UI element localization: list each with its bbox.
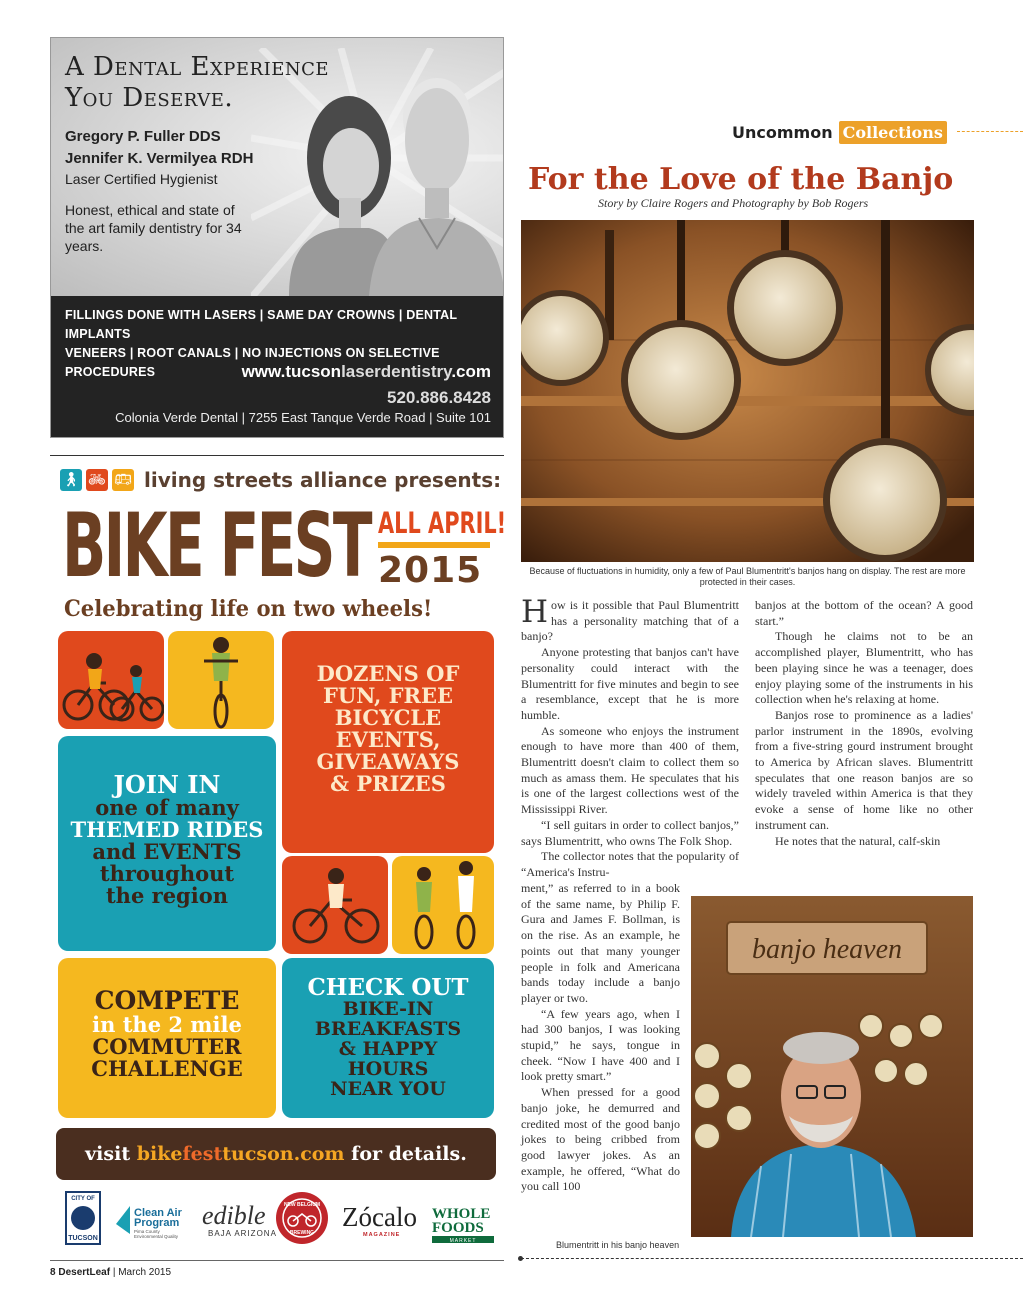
edible-baja-arizona-logo bbox=[202, 1201, 277, 1238]
dozens-line-6: & PRIZES bbox=[330, 771, 446, 797]
visit-pre-text: visit bbox=[85, 1143, 137, 1165]
new-belgium-line1: NEW BELGIUM bbox=[283, 1202, 321, 1208]
section-dashed-rule bbox=[957, 131, 1023, 132]
url-part3: dentistry bbox=[380, 362, 452, 381]
dental-headline-line2: You Deserve. bbox=[65, 83, 234, 113]
edible-subtitle: BAJA ARIZONA bbox=[208, 1229, 277, 1238]
checkout-line-6: NEAR YOU bbox=[330, 1077, 446, 1100]
bike-fest-tagline: Celebrating life on two wheels! bbox=[64, 596, 433, 622]
dental-ad bbox=[50, 37, 504, 438]
page-number: 8 bbox=[50, 1267, 56, 1278]
dozens-line-5: GIVEAWAYS bbox=[316, 749, 460, 775]
family-riders-tile bbox=[58, 631, 164, 729]
bike-in-breakfasts-text bbox=[282, 976, 494, 1100]
city-logo-bottom: TUCSON bbox=[68, 1235, 98, 1242]
group-riders-illustration bbox=[392, 856, 494, 954]
woman-cyclist-tile bbox=[282, 856, 388, 954]
all-april-label: ALL APRIL! bbox=[378, 506, 507, 540]
dental-website-link[interactable] bbox=[242, 362, 491, 382]
dental-address: Colonia Verde Dental | 7255 East Tanque Verde Road | Suite 101 bbox=[115, 410, 491, 425]
zocalo-subtitle: MAGAZINE bbox=[363, 1232, 401, 1238]
article-paragraph-9: Banjos rose to prominence as a ladies' parlor instrument in the 1890s, evolving from a five-string gourd instrument brought to America by African slaves. Blumentritt speculates that one reason banjos are so widely traveled within America is that they evoke a sense of home like no other instrument can. bbox=[755, 707, 973, 832]
edible-wordmark: edible bbox=[202, 1201, 266, 1230]
whole-foods-line3: MARKET bbox=[449, 1238, 477, 1244]
article-paragraph-7: When pressed for a good banjo joke, he demurred and credited most of the good banjo jokes to being cribbed from good lawyer jokes. As an example, he offered, “What do you call 100 bbox=[521, 1085, 680, 1194]
zocalo-magazine-logo bbox=[342, 1202, 417, 1238]
drop-cap: H bbox=[521, 594, 549, 630]
commuter-challenge-tile bbox=[58, 958, 276, 1118]
dozens-of-events-text bbox=[282, 663, 494, 795]
checkout-line-1: CHECK OUT bbox=[307, 974, 469, 1001]
footer-rule bbox=[50, 1260, 504, 1261]
all-april-underline bbox=[378, 542, 490, 548]
new-belgium-line2: BREWING bbox=[289, 1230, 315, 1236]
article-paragraph-6: “A few years ago, when I had 300 banjos, I was looking stupid,” he says, tongue in cheek. “Now I have 400 and I look pretty smart.” bbox=[521, 1006, 680, 1084]
checkout-line-5: HOURS bbox=[347, 1057, 429, 1080]
family-cyclists-illustration bbox=[58, 631, 164, 729]
clean-air-line3: Pima County bbox=[134, 1229, 160, 1234]
heaven-photo-caption: Blumentritt in his banjo heaven bbox=[556, 1240, 680, 1250]
publication-name: DesertLeaf bbox=[58, 1267, 111, 1278]
visit-url-part3: tucson.com bbox=[222, 1143, 345, 1165]
article-column-1-top bbox=[521, 594, 739, 881]
compete-line-3: COMMUTER bbox=[92, 1034, 242, 1060]
checkout-line-4: & HAPPY bbox=[338, 1038, 438, 1061]
dental-headline-line1: A Dental Experience bbox=[65, 52, 330, 82]
bicycle-icon: 🚲︎ bbox=[86, 469, 108, 491]
city-logo-top: CITY OF bbox=[71, 1196, 95, 1202]
article-byline: Story by Claire Rogers and Photography by Bob Rogers bbox=[598, 196, 869, 210]
woman-cyclist-illustration bbox=[282, 856, 388, 954]
dozens-line-2: FUN, FREE bbox=[322, 683, 454, 709]
city-of-tucson-logo bbox=[66, 1192, 100, 1244]
dentist-name: Gregory P. Fuller DDS bbox=[65, 128, 221, 145]
paragraph-1-text: ow is it possible that Paul Blumentritt has a personality matching that of a banjo? bbox=[521, 598, 739, 644]
article-paragraph-5-start: The collector notes that the popularity of “America's Instru- bbox=[521, 849, 739, 879]
url-part4: .com bbox=[451, 362, 491, 381]
dentists-photo bbox=[259, 48, 504, 296]
section-label bbox=[732, 118, 947, 146]
url-part2: laser bbox=[341, 362, 381, 381]
visit-bikefest-link[interactable] bbox=[56, 1128, 496, 1180]
article-paragraph-1 bbox=[521, 594, 739, 645]
join-line-6: the region bbox=[105, 883, 228, 909]
checkout-line-2: BIKE-IN bbox=[342, 998, 434, 1021]
article-paragraph-8: Though he claims not to be an accomplished player, Blumentritt, who has been playing since he was a teenager, does enjoy playing some of the instruments in his collection when he's relaxing at home. bbox=[755, 629, 973, 707]
join-line-1: JOIN IN bbox=[113, 770, 221, 799]
bike-fest-ad bbox=[50, 455, 507, 1255]
dental-ad-footer bbox=[51, 296, 504, 438]
page-footer bbox=[50, 1267, 171, 1278]
dozens-line-4: EVENTS, bbox=[335, 727, 441, 753]
zocalo-wordmark: Zócalo bbox=[342, 1202, 417, 1232]
bus-icon: 🚌︎ bbox=[112, 469, 134, 491]
banjo-heaven-sign-text: banjo heaven bbox=[751, 934, 903, 965]
dozens-line-1: DOZENS OF bbox=[316, 661, 460, 686]
visit-url-part1: bike bbox=[136, 1143, 183, 1165]
article-paragraph-10: He notes that the natural, calf-skin bbox=[775, 833, 941, 848]
article-paragraph-3: As someone who enjoys the instrument enough to have more than 400 of them, Blumentritt doesn't claim to collect them so much as amass them. He speculates that his is one of the largest collections west of the Mississippi River. bbox=[521, 723, 739, 817]
join-line-4: and EVENTS bbox=[92, 839, 242, 865]
hygienist-title: Laser Certified Hygienist bbox=[65, 171, 218, 187]
article-paragraph-4: “I sell guitars in order to collect banjos,” says Blumentritt, who owns The Folk Shop. bbox=[521, 817, 739, 848]
pedestrian-icon: 🚶︎ bbox=[60, 469, 82, 491]
services-line2: VENEERS | ROOT CANALS | NO INJECTIONS ON SELECTIVE PROCEDURES bbox=[65, 346, 440, 379]
banjo-photo-caption: Because of fluctuations in humidity, only a few of Paul Blumentritt's banjos hang on display. The rest are more protected in their cases. bbox=[529, 566, 966, 587]
join-line-5: throughout bbox=[99, 861, 235, 887]
sponsor-logos bbox=[60, 1188, 500, 1248]
themed-rides-tile bbox=[58, 736, 276, 951]
clean-air-line2: Program bbox=[134, 1217, 180, 1229]
join-line-2: one of many bbox=[95, 795, 239, 821]
checkout-line-3: BREAKFASTS bbox=[314, 1018, 462, 1041]
join-line-3: THEMED RIDES bbox=[70, 817, 264, 843]
whole-foods-line2: FOODS bbox=[432, 1220, 484, 1236]
article-paragraph-2: Anyone protesting that banjos can't have personality could interact with the Blumentritt for five minutes and begin to see a resemblance, except that he is more humble. bbox=[521, 645, 739, 722]
presenter-text: living streets alliance presents: bbox=[144, 468, 502, 492]
footer-separator: | bbox=[112, 1267, 116, 1278]
compete-line-1: COMPETE bbox=[94, 986, 240, 1015]
article-headline: For the Love of the Banjo bbox=[528, 162, 954, 197]
hygienist-name: Jennifer K. Vermilyea RDH bbox=[65, 150, 254, 167]
clean-air-line1: Clean Air bbox=[134, 1207, 182, 1219]
compete-line-2: in the 2 mile bbox=[92, 1012, 242, 1038]
article-column-2 bbox=[755, 598, 973, 849]
visit-post-text: for details. bbox=[344, 1143, 467, 1165]
issue-date: March 2015 bbox=[118, 1267, 172, 1278]
article-column-1-bottom bbox=[521, 881, 680, 1195]
clean-air-line4: Environmental Quality bbox=[134, 1234, 179, 1239]
whole-foods-logo bbox=[432, 1206, 494, 1244]
whole-foods-line1: WHOLE bbox=[432, 1206, 491, 1222]
dental-tagline: Honest, ethical and state of the art family dentistry for 34 years. bbox=[65, 202, 242, 254]
bike-in-breakfasts-tile bbox=[282, 958, 494, 1118]
services-line1: FILLINGS DONE WITH LASERS | SAME DAY CROWNS | DENTAL IMPLANTS bbox=[65, 308, 457, 341]
banjo-heaven-photo bbox=[691, 896, 973, 1237]
cyclist-tile bbox=[168, 631, 274, 729]
new-belgium-logo bbox=[276, 1192, 328, 1244]
dozens-line-3: BICYCLE bbox=[334, 705, 442, 731]
section-label-uncommon: Uncommon bbox=[732, 122, 833, 142]
cyclist-illustration bbox=[168, 631, 274, 729]
bottom-dashed-rule bbox=[521, 1258, 1023, 1259]
article-paragraph-7-end: banjos at the bottom of the ocean? A good start.” bbox=[755, 598, 973, 628]
visit-url-part2: fest bbox=[182, 1143, 223, 1165]
section-tag-collections: Collections bbox=[839, 121, 947, 144]
commuter-challenge-text bbox=[58, 988, 276, 1080]
clean-air-program-logo bbox=[116, 1206, 183, 1239]
dental-phone: 520.886.8428 bbox=[387, 388, 491, 407]
banjos-wall-photo bbox=[521, 220, 974, 562]
dozens-of-events-tile bbox=[282, 631, 494, 853]
url-part1: www.tucson bbox=[241, 362, 342, 381]
presenter-line bbox=[60, 468, 501, 492]
compete-line-4: CHALLENGE bbox=[91, 1056, 243, 1082]
bike-fest-title: BIKE FEST bbox=[62, 494, 370, 597]
festival-year: 2015 bbox=[378, 550, 483, 591]
article-paragraph-5-end: ment,” as referred to in a book of the same name, by Philip F. Gura and James F. Bollman, is on the rise. As an example, he points out that many younger people in folk and Americana bands today include a banjo player or two. bbox=[521, 881, 680, 1005]
themed-rides-text bbox=[58, 772, 276, 907]
group-riders-tile bbox=[392, 856, 494, 954]
